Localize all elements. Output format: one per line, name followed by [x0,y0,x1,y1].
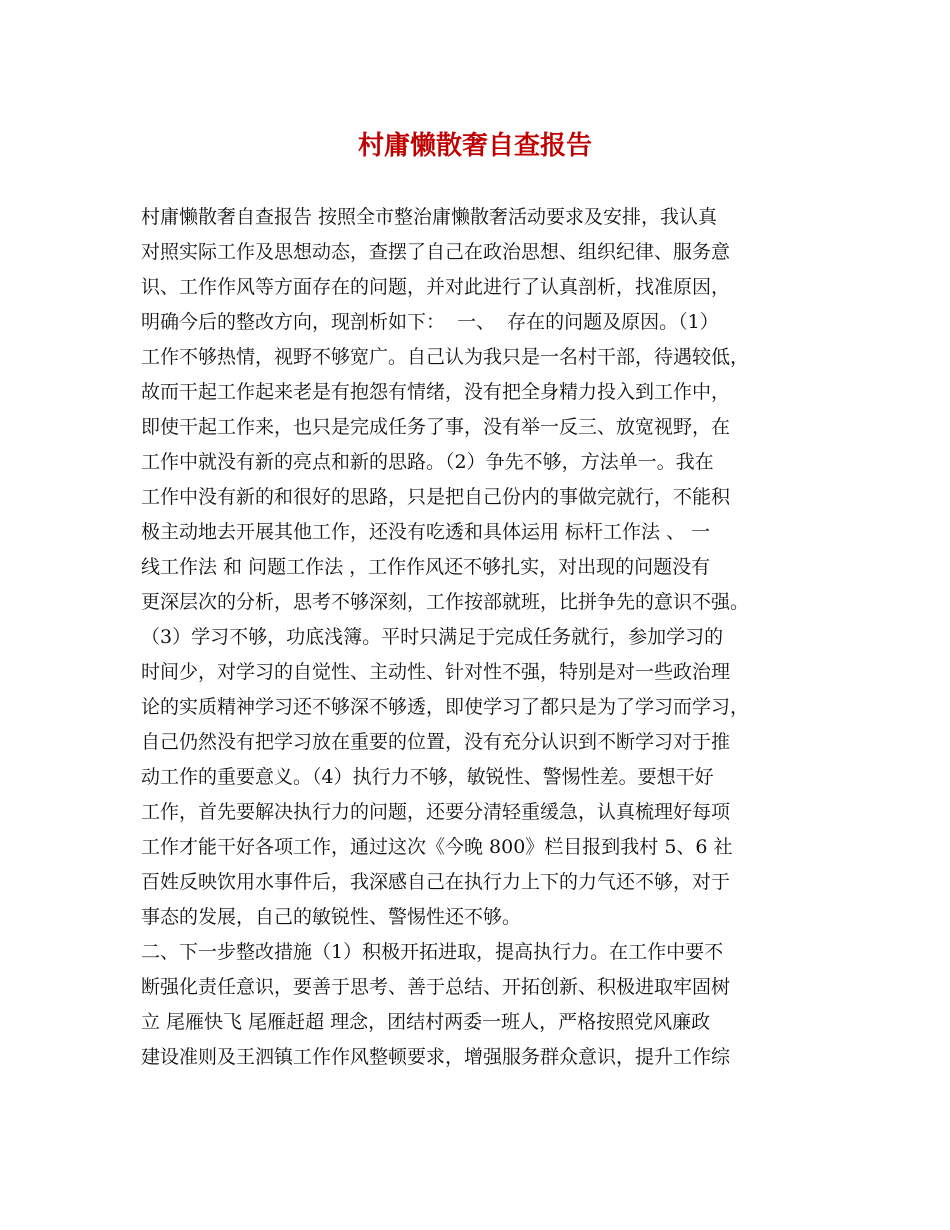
body-line: 立 尾雁快飞 尾雁赶超 理念，团结村两委一班人，严格按照党风廉政 [141,1011,711,1033]
body-line: 即使干起工作来，也只是完成任务了事，没有举一反三、放宽视野，在 [141,416,731,438]
body-line: 识、工作作风等方面存在的问题，并对此进行了认真剖析，找准原因， [141,276,731,298]
body-line: 工作不够热情，视野不够宽广。自己认为我只是一名村干部，待遇较低， [141,346,750,368]
body-line: 更深层次的分析，思考不够深刻，工作按部就班，比拼争先的意识不强。 [141,591,750,613]
body-line: 自己仍然没有把学习放在重要的位置，没有充分认识到不断学习对于推 [141,731,731,753]
body-line: 工作，首先要解决执行力的问题，还要分清轻重缓急，认真梳理好每项 [141,801,731,823]
body-line: 工作中就没有新的亮点和新的思路。（2）争先不够，方法单一。我在 [141,451,714,473]
body-line: 断强化责任意识，要善于思考、善于总结、开拓创新、积极进取牢固树 [141,976,731,998]
body-line: 对照实际工作及思想动态，查摆了自己在政治思想、组织纪律、服务意 [141,241,731,263]
body-line: 事态的发展，自己的敏锐性、警惕性还不够。 [141,906,522,928]
body-line: 村庸懒散奢自查报告 按照全市整治庸懒散奢活动要求及安排，我认真 [141,206,718,228]
body-line: 建设准则及王泗镇工作作风整顿要求，增强服务群众意识，提升工作综 [141,1046,731,1068]
body-line: （3）学习不够，功底浅簿。平时只满足于完成任务就行，参加学习的 [141,626,724,648]
body-line: 二、下一步整改措施（1）积极开拓进取，提高执行力。在工作中要不 [141,941,724,963]
document-body [141,200,831,1075]
body-line: 百姓反映饮用水事件后，我深感自己在执行力上下的力气还不够，对于 [141,871,731,893]
body-line: 工作中没有新的和很好的思路，只是把自己份内的事做完就行，不能积 [141,486,731,508]
body-line: 工作才能干好各项工作，通过这次《今晚 800》栏目报到我村 5、6 社 [141,836,733,858]
body-line: 故而干起工作起来老是有抱怨有情绪，没有把全身精力投入到工作中， [141,381,731,403]
body-line: 明确今后的整改方向，现剖析如下： 一、 存在的问题及原因。（1） [141,311,719,333]
body-line: 极主动地去开展其他工作，还没有吃透和具体运用 标杆工作法 、 一 [141,521,711,543]
document-title: 村庸懒散奢自查报告 [357,131,592,161]
body-line: 时间少，对学习的自觉性、主动性、针对性不强，特别是对一些政治理 [141,661,731,683]
body-line: 论的实质精神学习还不够深不够透，即使学习了都只是为了学习而学习， [141,696,750,718]
body-line: 动工作的重要意义。（4）执行力不够，敏锐性、警惕性差。要想干好 [141,766,714,788]
body-line: 线工作法 和 问题工作法 ，工作作风还不够扎实，对出现的问题没有 [141,556,711,578]
